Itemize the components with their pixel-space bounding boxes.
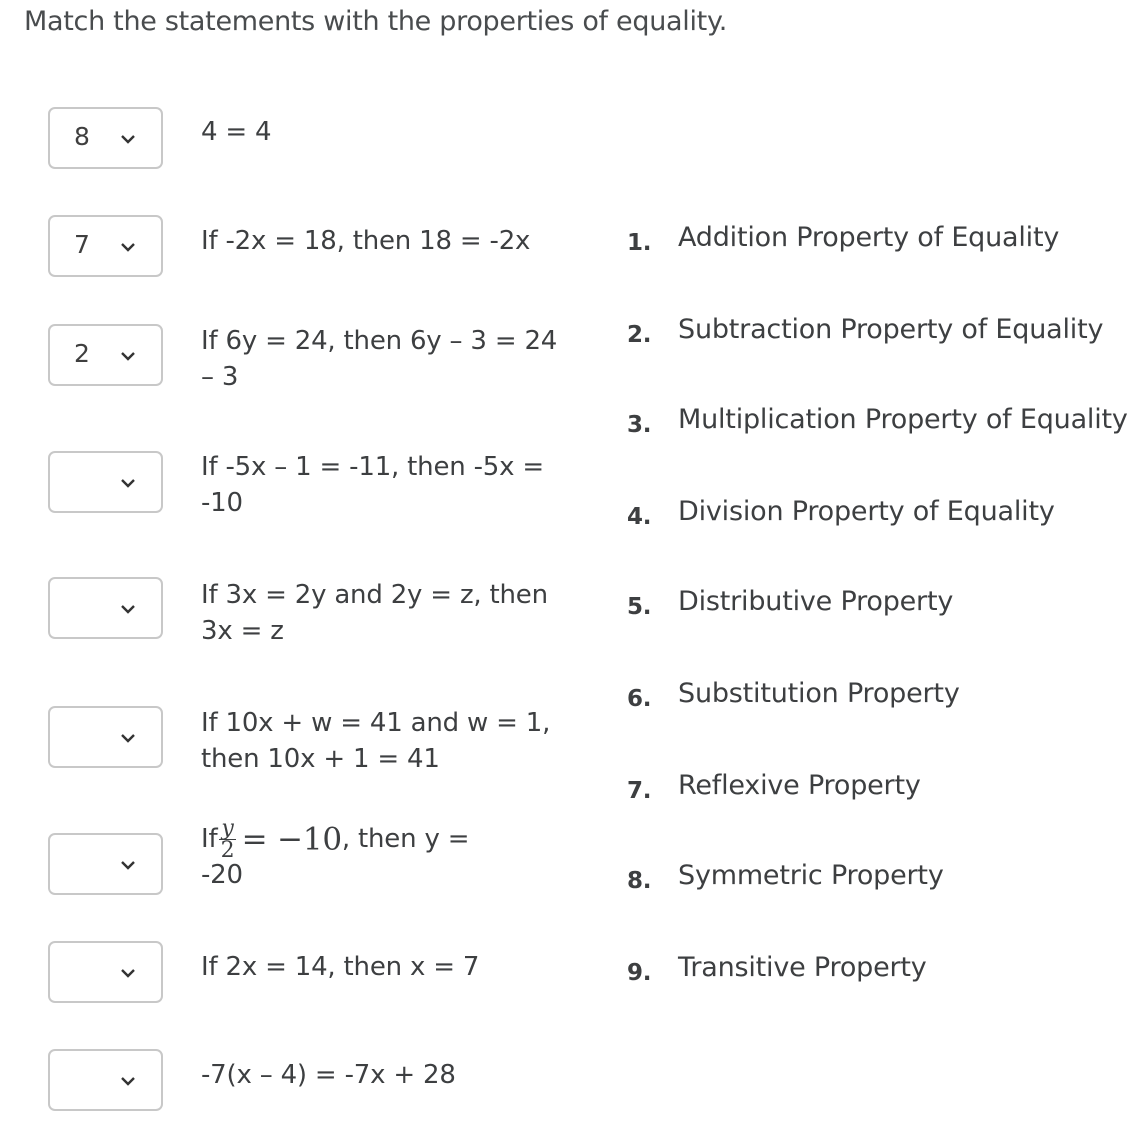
statement-line: then 10x + 1 = 41	[201, 744, 440, 774]
chevron-down-icon	[120, 603, 136, 615]
statement-suffix: , then y =	[341, 824, 470, 854]
property-label: Symmetric Property	[678, 860, 944, 891]
chevron-down-icon	[120, 477, 136, 489]
statement-line: 3x = z	[201, 616, 284, 646]
match-select-4[interactable]	[48, 451, 163, 513]
property-label: Addition Property of Equality	[678, 222, 1060, 253]
statement-line: If 10x + w = 41 and w = 1,	[201, 708, 551, 738]
property-label: Transitive Property	[678, 952, 927, 983]
property-item-6	[627, 678, 960, 712]
match-select-1[interactable]	[48, 107, 163, 169]
select-value: 8	[74, 122, 90, 151]
property-item-9	[627, 952, 927, 986]
chevron-down-icon	[120, 967, 136, 979]
statement-8: If 2x = 14, then x = 7	[201, 952, 480, 982]
property-label: Distributive Property	[678, 586, 954, 617]
property-item-5	[627, 586, 954, 620]
property-label: Reflexive Property	[678, 770, 921, 801]
select-value: 2	[74, 339, 90, 368]
property-number: 7.	[627, 778, 652, 804]
chevron-down-icon	[120, 350, 136, 362]
statement-line	[201, 818, 591, 861]
statement-4	[201, 449, 591, 521]
match-select-7[interactable]	[48, 833, 163, 895]
property-number: 5.	[627, 594, 652, 620]
property-item-3	[627, 404, 1128, 438]
statement-5	[201, 577, 591, 649]
property-item-8	[627, 860, 944, 894]
statement-2: If -2x = 18, then 18 = -2x	[201, 226, 531, 256]
math-fraction	[219, 818, 235, 861]
question-prompt: Match the statements with the properties of equality.	[24, 6, 728, 37]
statement-line: If -5x – 1 = -11, then -5x =	[201, 452, 544, 482]
chevron-down-icon	[120, 133, 136, 145]
statement-9: -7(x – 4) = -7x + 28	[201, 1060, 456, 1090]
match-select-8[interactable]	[48, 941, 163, 1003]
property-label: Division Property of Equality	[678, 496, 1055, 527]
statement-line: -10	[201, 488, 243, 518]
statement-7	[201, 818, 591, 893]
statement-1: 4 = 4	[201, 117, 272, 147]
chevron-down-icon	[120, 732, 136, 744]
statement-prefix: If	[201, 824, 218, 854]
statement-line: If 6y = 24, then 6y – 3 = 24	[201, 326, 558, 356]
match-select-2[interactable]	[48, 215, 163, 277]
match-select-6[interactable]	[48, 706, 163, 768]
property-number: 6.	[627, 686, 652, 712]
statement-line: -20	[201, 860, 243, 890]
property-label: Substitution Property	[678, 678, 960, 709]
property-number: 1.	[627, 230, 652, 256]
statement-6	[201, 705, 591, 777]
fraction-numerator: y	[221, 816, 234, 841]
property-label: Subtraction Property of Equality	[678, 314, 1104, 345]
chevron-down-icon	[120, 241, 136, 253]
statement-line: If 3x = 2y and 2y = z, then	[201, 580, 548, 610]
property-number: 3.	[627, 412, 652, 438]
match-select-9[interactable]	[48, 1049, 163, 1111]
property-label: Multiplication Property of Equality	[678, 404, 1128, 435]
select-value: 7	[74, 230, 90, 259]
property-number: 9.	[627, 960, 652, 986]
chevron-down-icon	[120, 859, 136, 871]
property-item-1	[627, 222, 1060, 256]
statement-3	[201, 323, 591, 395]
statement-line: – 3	[201, 362, 239, 392]
property-number: 4.	[627, 504, 652, 530]
match-select-3[interactable]	[48, 324, 163, 386]
property-item-2	[627, 314, 1104, 348]
property-item-7	[627, 770, 921, 804]
match-select-5[interactable]	[48, 577, 163, 639]
property-number: 2.	[627, 322, 652, 348]
chevron-down-icon	[120, 1075, 136, 1087]
math-expression: = −10	[241, 821, 342, 858]
property-item-4	[627, 496, 1055, 530]
fraction-denominator: 2	[220, 838, 235, 863]
property-number: 8.	[627, 868, 652, 894]
